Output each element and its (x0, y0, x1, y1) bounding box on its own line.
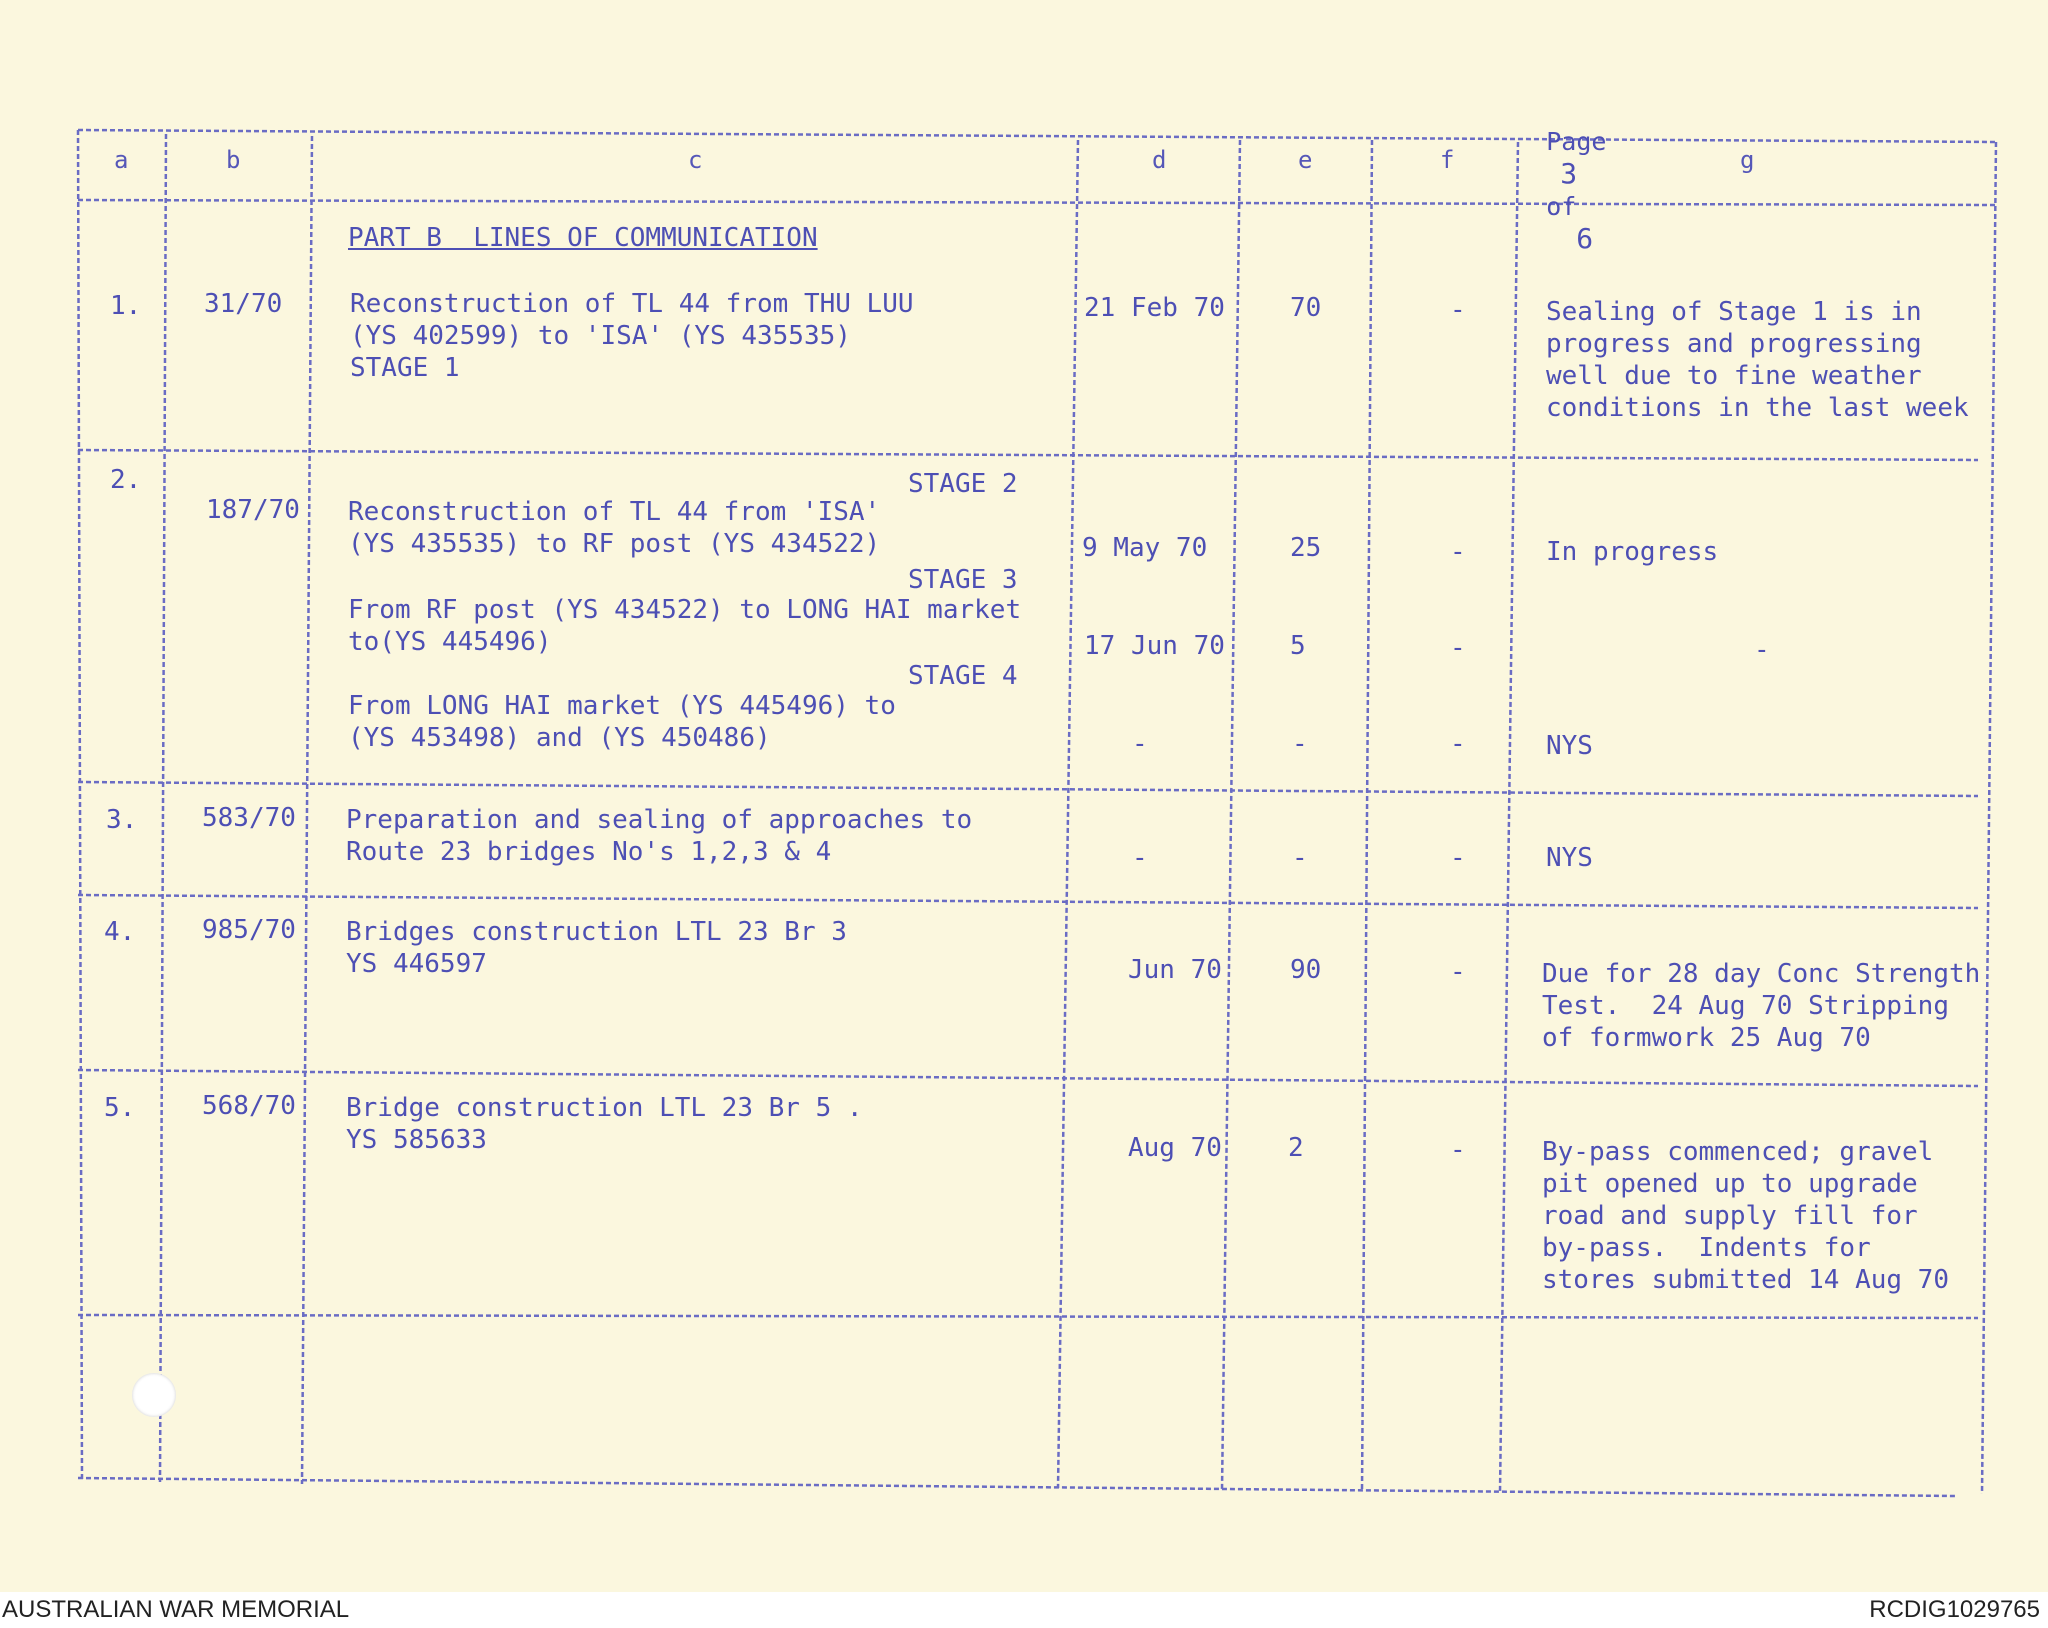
task-description-line: Preparation and sealing of approaches to (346, 805, 973, 835)
remarks-line: by-pass. Indents for (1542, 1233, 1871, 1263)
remarks-line: Due for 28 day Conc Strength (1542, 959, 1981, 989)
archive-footer (0, 1592, 2048, 1628)
column-header-c: c (688, 146, 703, 174)
remarks-line: progress and progressing (1546, 329, 1922, 359)
remarks-line: road and supply fill for (1542, 1201, 1918, 1231)
stage-label: STAGE 4 (908, 661, 1018, 691)
percent-complete: 5 (1290, 631, 1306, 661)
job-number: 583/70 (202, 803, 296, 833)
column-f-value: - (1450, 537, 1466, 567)
remarks-line: NYS (1546, 843, 1593, 873)
punch-hole (132, 1373, 176, 1417)
start-date: 21 Feb 70 (1084, 293, 1225, 323)
remarks-line: pit opened up to upgrade (1542, 1169, 1918, 1199)
percent-complete: 70 (1290, 293, 1322, 323)
task-description-line: From LONG HAI market (YS 445496) to (348, 691, 896, 721)
task-description-line: (YS 402599) to 'ISA' (YS 435535) (350, 321, 851, 351)
column-f-value: - (1450, 1135, 1466, 1165)
task-description-line: Route 23 bridges No's 1,2,3 & 4 (346, 837, 832, 867)
column-header-a: a (114, 146, 129, 174)
row-number: 5. (104, 1093, 136, 1123)
job-number: 31/70 (204, 289, 283, 319)
column-header-f: f (1440, 146, 1455, 174)
stage-label: STAGE 3 (908, 565, 1018, 595)
column-f-value: - (1450, 295, 1466, 325)
task-description-line: (YS 435535) to RF post (YS 434522) (348, 529, 881, 559)
remarks-line: - (1754, 635, 1770, 665)
task-description-line: Reconstruction of TL 44 from 'ISA' (348, 497, 881, 527)
start-date: - (1132, 843, 1148, 873)
task-description-line: Bridges construction LTL 23 Br 3 (346, 917, 847, 947)
remarks-line: well due to fine weather (1546, 361, 1922, 391)
remarks-line: stores submitted 14 Aug 70 (1542, 1265, 1949, 1295)
column-header-e: e (1298, 146, 1313, 174)
column-header-b: b (226, 146, 241, 174)
task-description-line: to(YS 445496) (348, 627, 552, 657)
column-f-value: - (1450, 633, 1466, 663)
page-current: 3 (1560, 157, 1578, 190)
stage-label: STAGE 2 (908, 469, 1018, 499)
remarks-line: NYS (1546, 731, 1593, 761)
remarks-line: Test. 24 Aug 70 Stripping (1542, 991, 1949, 1021)
page-of-label: of (1546, 192, 1577, 221)
footer-institution: AUSTRALIAN WAR MEMORIAL (2, 1596, 350, 1623)
percent-complete: - (1292, 843, 1308, 873)
start-date: Jun 70 (1128, 955, 1222, 985)
remarks-line: In progress (1546, 537, 1719, 567)
column-header-g: g (1740, 146, 1755, 174)
remarks-line: of formwork 25 Aug 70 (1542, 1023, 1871, 1053)
start-date: - (1132, 729, 1148, 759)
task-description-line: Bridge construction LTL 23 Br 5 . (346, 1093, 863, 1123)
row-number: 2. (110, 465, 142, 495)
page-number (1486, 94, 1609, 288)
percent-complete: 25 (1290, 533, 1322, 563)
row-number: 3. (106, 805, 138, 835)
job-number: 568/70 (202, 1091, 296, 1121)
remarks-line: Sealing of Stage 1 is in (1546, 297, 1922, 327)
row-number: 1. (110, 291, 142, 321)
task-description-line: YS 585633 (346, 1125, 487, 1155)
remarks-line: By-pass commenced; gravel (1542, 1137, 1934, 1167)
percent-complete: - (1292, 729, 1308, 759)
section-title: PART B LINES OF COMMUNICATION (348, 223, 818, 253)
column-header-d: d (1152, 146, 1167, 174)
remarks-line: conditions in the last week (1546, 393, 1969, 423)
task-description-line: STAGE 1 (350, 353, 460, 383)
footer-record-id: RCDIG1029765 (1869, 1596, 2040, 1623)
page-label: Page (1546, 127, 1607, 156)
percent-complete: 2 (1288, 1133, 1304, 1163)
task-description-line: YS 446597 (346, 949, 487, 979)
start-date: 9 May 70 (1082, 533, 1208, 563)
column-f-value: - (1450, 729, 1466, 759)
column-f-value: - (1450, 843, 1466, 873)
job-number: 187/70 (206, 495, 300, 525)
start-date: Aug 70 (1128, 1133, 1222, 1163)
column-f-value: - (1450, 957, 1466, 987)
job-number: 985/70 (202, 915, 296, 945)
page-total: 6 (1576, 222, 1594, 255)
row-number: 4. (104, 917, 136, 947)
percent-complete: 90 (1290, 955, 1322, 985)
start-date: 17 Jun 70 (1084, 631, 1225, 661)
task-description-line: From RF post (YS 434522) to LONG HAI market (348, 595, 1022, 625)
task-description-line: Reconstruction of TL 44 from THU LUU (350, 289, 914, 319)
task-description-line: (YS 453498) and (YS 450486) (348, 723, 771, 753)
